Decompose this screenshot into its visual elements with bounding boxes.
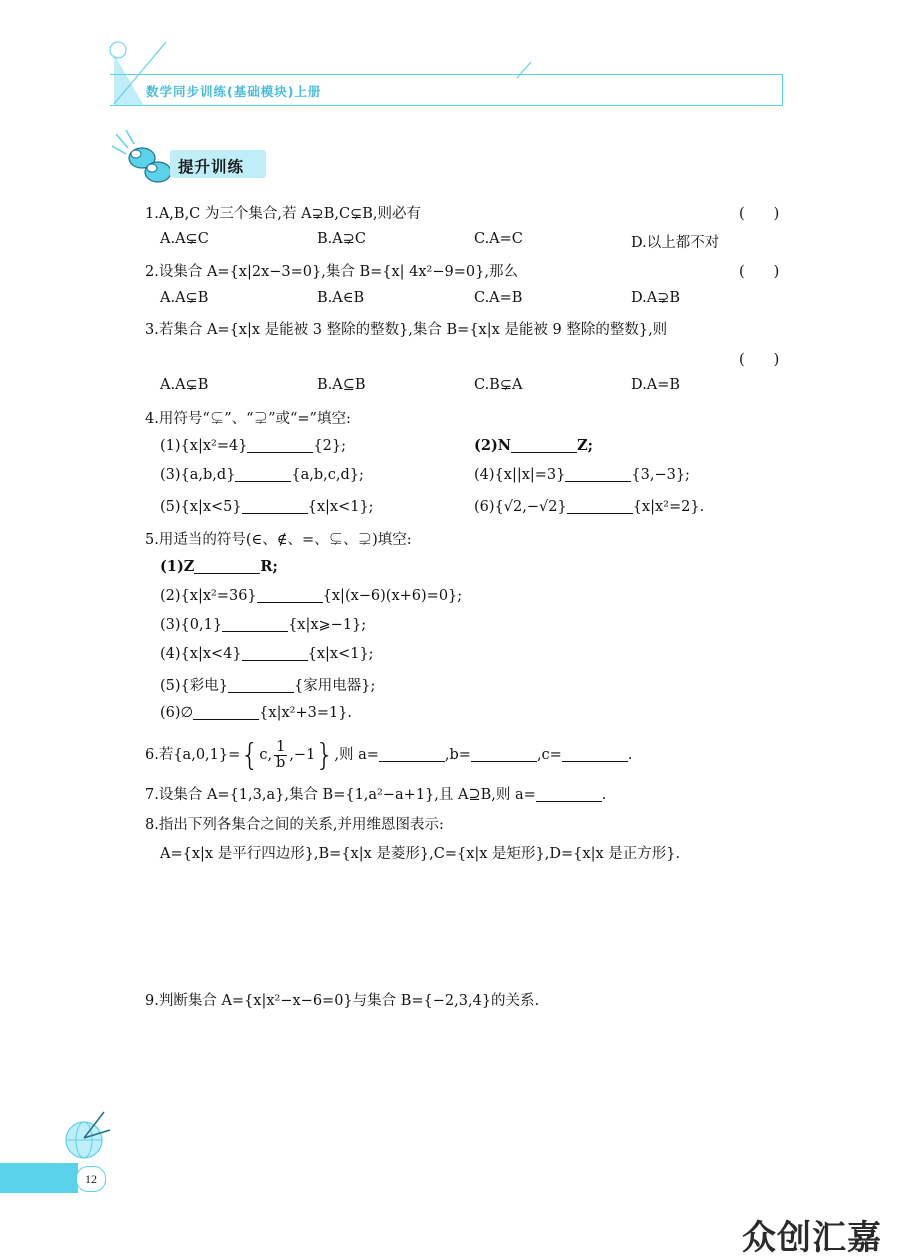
q4-item-6: (6){√2,−√2} {x|x²=2}. xyxy=(474,499,705,515)
q1-option-b: B.A⊋C xyxy=(317,231,366,247)
q6-fraction: $\frac{1}{b}$ xyxy=(276,738,286,771)
q5-item-6: (6)∅ {x|x²+3=1}. xyxy=(160,705,353,721)
q5-blank-4[interactable] xyxy=(242,645,308,661)
q5-blank-2[interactable] xyxy=(257,587,323,603)
q5-item-1: (1)Z R; xyxy=(160,558,278,575)
q4-stem: 4.用符号“⊊”、“⊋”或“=”填空: xyxy=(145,411,351,427)
q5-blank-6[interactable] xyxy=(193,704,259,720)
q3-option-b: B.A⊆B xyxy=(317,377,366,393)
q2-option-a: A.A⊊B xyxy=(160,290,209,306)
q4-blank-3[interactable] xyxy=(235,466,291,482)
q4-blank-2[interactable] xyxy=(511,437,577,453)
q3-option-d: D.A=B xyxy=(631,377,680,393)
header-band-mark xyxy=(515,60,535,80)
q4-blank-1[interactable] xyxy=(247,437,313,453)
binoculars-icon xyxy=(112,130,178,190)
q5-blank-1[interactable] xyxy=(194,558,260,574)
q5-item-3: (3){0,1} {x|x⩾−1}; xyxy=(160,617,367,633)
q8-stem: 8.指出下列各集合之间的关系,并用维恩图表示: xyxy=(145,817,444,833)
q2-option-d: D.A⊋B xyxy=(631,290,680,306)
q5-item-4: (4){x|x<4} {x|x<1}; xyxy=(160,646,374,662)
q6-blank-b[interactable] xyxy=(471,746,537,762)
q4-item-5: (5){x|x<5} {x|x<1}; xyxy=(160,499,374,515)
q4-item-2: (2)N Z; xyxy=(474,437,594,454)
q4-item-1: (1){x|x²=4} {2}; xyxy=(160,438,346,454)
q7-blank-a[interactable] xyxy=(536,786,602,802)
q1-option-c: C.A=C xyxy=(474,231,523,247)
q4-item-3: (3){a,b,d} {a,b,c,d}; xyxy=(160,467,364,483)
header-title: 数学同步训练(基础模块)上册 xyxy=(146,84,322,99)
page-number-band xyxy=(0,1163,78,1193)
q6-blank-a[interactable] xyxy=(379,746,445,762)
q6-line: 6.若{a,0,1}={c, $\frac{1}{b}$ ,−1},则 a= ,b= ,c= . xyxy=(145,738,633,773)
q3-stem: 3.若集合 A={x|x 是能被 3 整除的整数},集合 B={x|x 是能被 9 整除的整数},则 xyxy=(145,322,668,338)
section-title: 提升训练 xyxy=(178,158,245,176)
q1-option-a: A.A⊊C xyxy=(160,231,209,247)
q5-item-2: (2){x|x²=36} {x|(x−6)(x+6)=0}; xyxy=(160,588,463,604)
q7-line: 7.设集合 A={1,3,a},集合 B={1,a²−a+1},且 A⊇B,则 a= . xyxy=(145,787,607,803)
q2-answer-paren[interactable]: ( ) xyxy=(739,264,780,280)
q4-item-4: (4){x||x|=3} {3,−3}; xyxy=(474,467,690,483)
page-number: 12 xyxy=(76,1166,106,1192)
q3-option-a: A.A⊊B xyxy=(160,377,209,393)
q2-option-c: C.A=B xyxy=(474,290,523,306)
q3-option-c: C.B⊊A xyxy=(474,377,523,393)
q1-stem: 1.A,B,C 为三个集合,若 A⊋B,C⊊B,则必有 xyxy=(145,206,421,222)
q4-blank-6[interactable] xyxy=(567,498,633,514)
q8-sets: A={x|x 是平行四边形},B={x|x 是菱形},C={x|x 是矩形},D={x|x 是正方形}. xyxy=(160,846,681,862)
q5-blank-3[interactable] xyxy=(222,616,288,632)
q5-item-5: (5){彩电} {家用电器}; xyxy=(160,678,376,694)
q9-stem: 9.判断集合 A={x|x²−x−6=0}与集合 B={−2,3,4}的关系. xyxy=(145,993,540,1009)
q2-option-b: B.A∈B xyxy=(317,290,365,306)
globe-compass-icon xyxy=(60,1108,116,1164)
q6-blank-c[interactable] xyxy=(562,746,628,762)
q2-stem: 2.设集合 A={x|2x−3=0},集合 B={x| 4x²−9=0},那么 xyxy=(145,264,518,280)
q5-blank-5[interactable] xyxy=(228,677,294,693)
q4-blank-4[interactable] xyxy=(565,466,631,482)
q4-blank-5[interactable] xyxy=(242,498,308,514)
q1-option-d: D.以上都不对 xyxy=(631,235,720,251)
q3-answer-paren[interactable]: ( ) xyxy=(739,352,780,368)
q1-answer-paren[interactable]: ( ) xyxy=(739,206,780,222)
watermark: 众创汇嘉 xyxy=(742,1218,882,1258)
q5-stem: 5.用适当的符号(∈、∉、=、⊊、⊋)填空: xyxy=(145,532,412,548)
